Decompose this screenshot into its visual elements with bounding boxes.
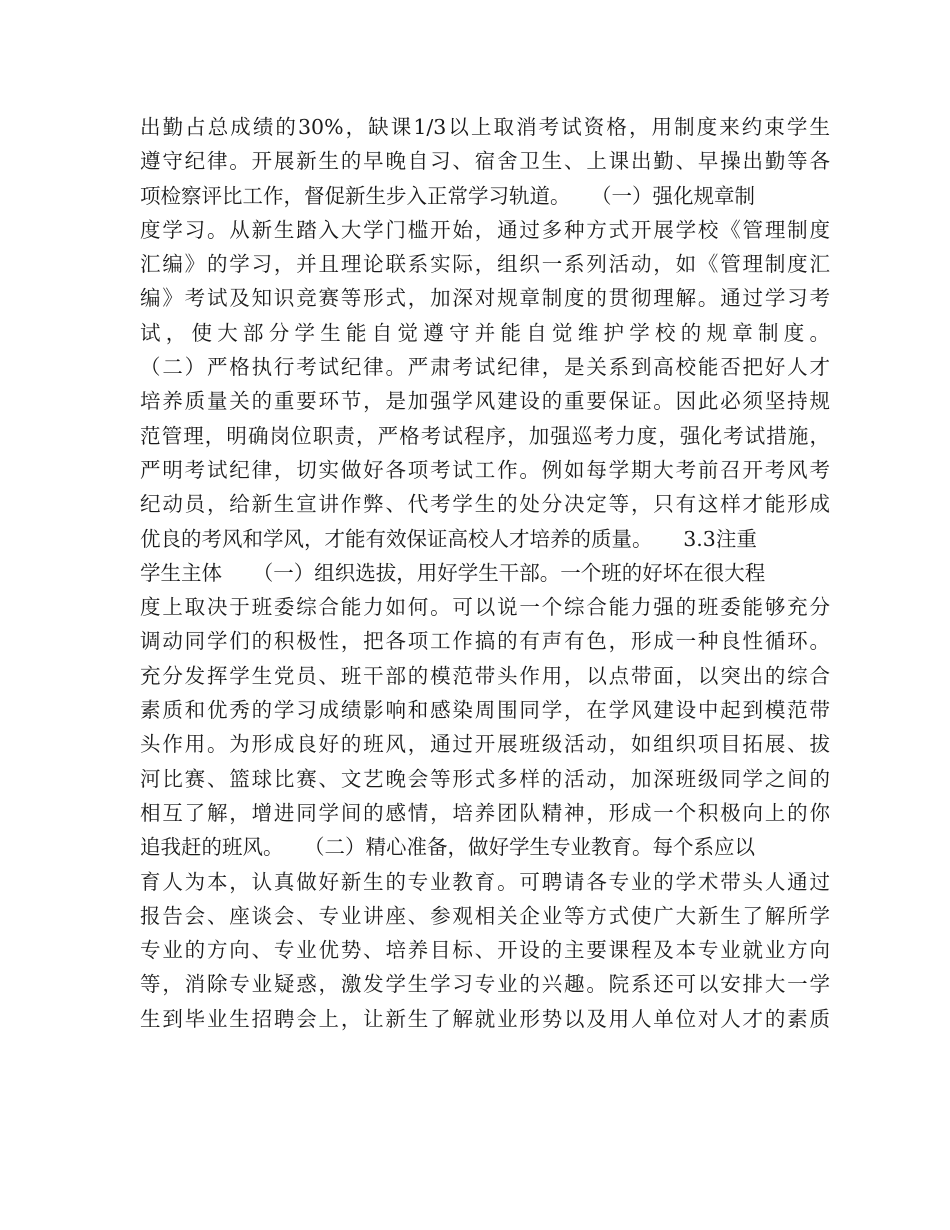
text-line: 调动同学们的积极性，把各项工作搞的有声有色，形成一种良性循环。: [140, 629, 830, 654]
text-line: 遵守纪律。开展新生的早晚自习、宿舍卫生、上课出勤、早操出勤等各: [140, 149, 830, 174]
text-line: 优良的考风和学风，才能有效保证高校人才培养的质量。 3.3注重: [140, 526, 757, 551]
text-line: 河比赛、篮球比赛、文艺晚会等形式多样的活动，加深班级同学之间的: [140, 766, 830, 791]
text-line: 追我赶的班风。 （二）精心准备，做好学生专业教育。每个系应以: [140, 835, 755, 860]
text-line: 专业的方向、专业优势、培养目标、开设的主要课程及本专业就业方向: [140, 938, 830, 963]
text-line: （二）严格执行考试纪律。严肃考试纪律，是关系到高校能否把好人才: [140, 355, 830, 380]
text-line: 相互了解，增进同学间的感情，培养团队精神，形成一个积极向上的你: [140, 800, 830, 825]
text-line: 范管理，明确岗位职责，严格考试程序，加强巡考力度，强化考试措施，: [140, 423, 830, 448]
text-line: 汇编》的学习，并且理论联系实际，组织一系列活动，如《管理制度汇: [140, 252, 830, 277]
text-line: 充分发挥学生党员、班干部的模范带头作用，以点带面，以突出的综合: [140, 663, 830, 688]
text-line: 报告会、座谈会、专业讲座、参观相关企业等方式使广大新生了解所学: [140, 903, 830, 928]
text-line: 度学习。从新生踏入大学门槛开始，通过多种方式开展学校《管理制度: [140, 217, 830, 242]
text-line: 育人为本，认真做好新生的专业教育。可聘请各专业的学术带头人通过: [140, 869, 830, 894]
text-line: 试，使大部分学生能自觉遵守并能自觉维护学校的规章制度。: [140, 320, 830, 345]
text-line: 项检察评比工作，督促新生步入正常学习轨道。 （一）强化规章制: [140, 183, 755, 208]
text-line: 等，消除专业疑惑，激发学生学习专业的兴趣。院系还可以安排大一学: [140, 972, 830, 997]
text-line: 编》考试及知识竞赛等形式，加深对规章制度的贯彻理解。通过学习考: [140, 286, 830, 311]
text-line: 头作用。为形成良好的班风，通过开展班级活动，如组织项目拓展、拔: [140, 732, 830, 757]
text-line: 培养质量关的重要环节，是加强学风建设的重要保证。因此必须坚持规: [140, 389, 830, 414]
text-line: 学生主体 （一）组织选拔，用好学生干部。一个班的好坏在很大程: [140, 560, 766, 585]
text-line: 生到毕业生招聘会上，让新生了解就业形势以及用人单位对人才的素质: [140, 1006, 830, 1031]
body-text: [140, 110, 830, 1036]
text-line: 度上取决于班委综合能力如何。可以说一个综合能力强的班委能够充分: [140, 595, 830, 620]
text-line: 出勤占总成绩的30%，缺课1/3以上取消考试资格，用制度来约束学生: [140, 115, 830, 139]
text-line: 素质和优秀的学习成绩影响和感染周围同学，在学风建设中起到模范带: [140, 698, 830, 723]
text-line: 严明考试纪律，切实做好各项考试工作。例如每学期大考前召开考风考: [140, 457, 830, 482]
text-line: 纪动员，给新生宣讲作弊、代考学生的处分决定等，只有这样才能形成: [140, 492, 830, 517]
